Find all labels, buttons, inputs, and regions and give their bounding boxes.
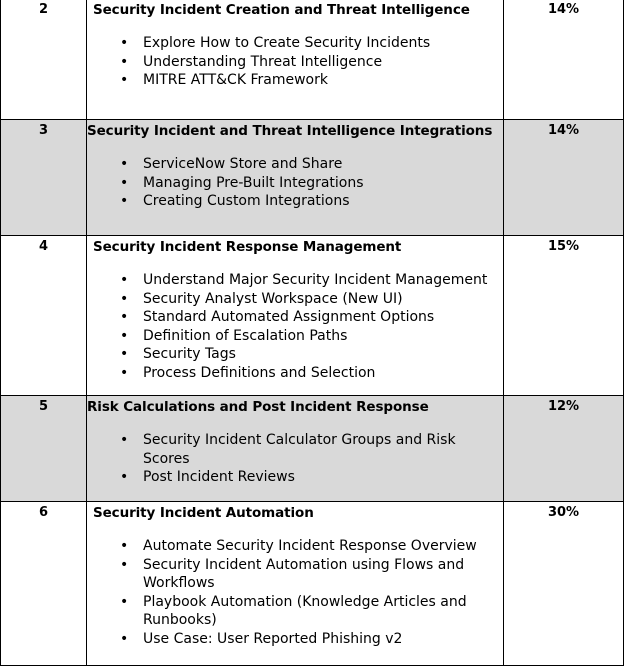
- module-weight: 30%: [504, 502, 624, 666]
- module-topic-cell: [87, 0, 504, 120]
- module-title: Security Incident Automation: [93, 505, 314, 521]
- list-item: • Understanding Threat Intelligence: [143, 53, 501, 72]
- list-item: • Use Case: User Reported Phishing v2: [143, 630, 501, 649]
- subtopic-list: [87, 155, 501, 211]
- module-title: Security Incident Creation and Threat Intelligence: [93, 2, 470, 18]
- list-item: • Standard Automated Assignment Options: [143, 308, 501, 327]
- module-weight: 15%: [504, 236, 624, 396]
- subtopic-list: [93, 537, 501, 648]
- module-weight: 14%: [504, 0, 624, 120]
- subtopic-list: [93, 34, 501, 90]
- module-title: Security Incident and Threat Intelligence Integrations: [87, 123, 493, 139]
- table-row: [1, 236, 624, 396]
- subtopic-list: [87, 431, 501, 487]
- list-item: • Understand Major Security Incident Management: [143, 271, 501, 290]
- module-title: Security Incident Response Management: [93, 239, 402, 255]
- list-item: • Post Incident Reviews: [143, 468, 501, 487]
- module-number: 4: [1, 236, 87, 396]
- module-number: 2: [1, 0, 87, 120]
- list-item: • Security Tags: [143, 345, 501, 364]
- module-weight: 14%: [504, 120, 624, 236]
- list-item: • Security Incident Automation using Flows and Workflows: [143, 556, 501, 593]
- list-item: • MITRE ATT&CK Framework: [143, 71, 501, 90]
- table-row: [1, 502, 624, 666]
- module-number: 5: [1, 396, 87, 502]
- module-number: 3: [1, 120, 87, 236]
- list-item: • Definition of Escalation Paths: [143, 327, 501, 346]
- list-item: • ServiceNow Store and Share: [143, 155, 501, 174]
- subtopic-list: [93, 271, 501, 382]
- list-item: • Process Definitions and Selection: [143, 364, 501, 383]
- module-title: Risk Calculations and Post Incident Response: [87, 399, 429, 415]
- module-topic-cell: [87, 236, 504, 396]
- list-item: • Security Analyst Workspace (New UI): [143, 290, 501, 309]
- table-row: [1, 0, 624, 120]
- table-row: [1, 120, 624, 236]
- module-number: 6: [1, 502, 87, 666]
- list-item: • Automate Security Incident Response Overview: [143, 537, 501, 556]
- list-item: • Playbook Automation (Knowledge Articles and Runbooks): [143, 593, 501, 630]
- list-item: • Security Incident Calculator Groups and Risk Scores: [143, 431, 501, 468]
- module-topic-cell: [87, 120, 504, 236]
- list-item: • Managing Pre-Built Integrations: [143, 174, 501, 193]
- table-row: [1, 396, 624, 502]
- module-topic-cell: [87, 502, 504, 666]
- module-topic-cell: [87, 396, 504, 502]
- list-item: • Creating Custom Integrations: [143, 192, 501, 211]
- list-item: • Explore How to Create Security Incidents: [143, 34, 501, 53]
- module-weight: 12%: [504, 396, 624, 502]
